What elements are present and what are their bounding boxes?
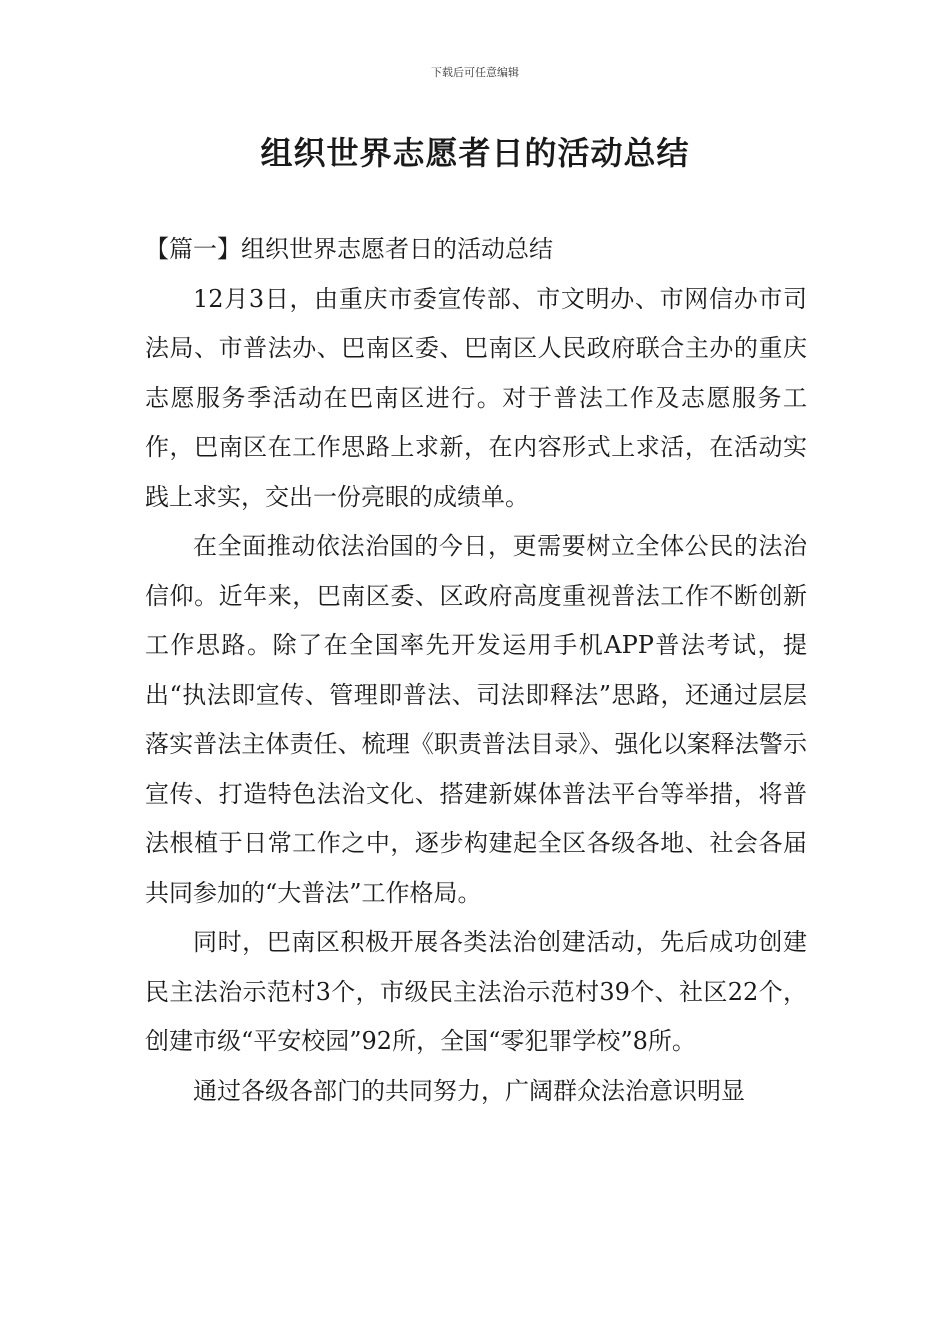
header-note: 下载后可任意编辑: [431, 66, 519, 79]
paragraph-1: 12月3日，由重庆市委宣传部、市文明办、市网信办市司法局、市普法办、巴南区委、巴南区人民政府联合主办的重庆志愿服务季活动在巴南区进行。对于普法工作及志愿服务工作，巴南区在工作思路上求新，在内容形式上求活，在活动实践上求实，交出一份亮眼的成绩单。: [145, 284, 807, 511]
paragraph-2: 在全面推动依法治国的今日，更需要树立全体公民的法治信仰。近年来，巴南区委、区政府高度重视普法工作不断创新工作思路。除了在全国率先开发运用手机APP普法考试，提出“执法即宣传、管理即普法、司法即释法”思路，还通过层层落实普法主体责任、梳理《职责普法目录》、强化以案释法警示宣传、打造特色法治文化、搭建新媒体普法平台等举措，将普法根植于日常工作之中，逐步构建起全区各级各地、社会各届共同参加的“大普法”工作格局。: [145, 532, 807, 907]
paragraph-4: 通过各级各部门的共同努力，广阔群众法治意识明显: [193, 1076, 745, 1105]
section-heading: 【篇一】组织世界志愿者日的活动总结: [145, 235, 553, 263]
paragraph-3: 同时，巴南区积极开展各类法治创建活动，先后成功创建民主法治示范村3个，市级民主法治示范村39个、社区22个，创建市级“平安校园”92所，全国“零犯罪学校”8所。: [145, 928, 807, 1055]
document-title: 组织世界志愿者日的活动总结: [260, 134, 690, 172]
document-body: [145, 225, 807, 1116]
